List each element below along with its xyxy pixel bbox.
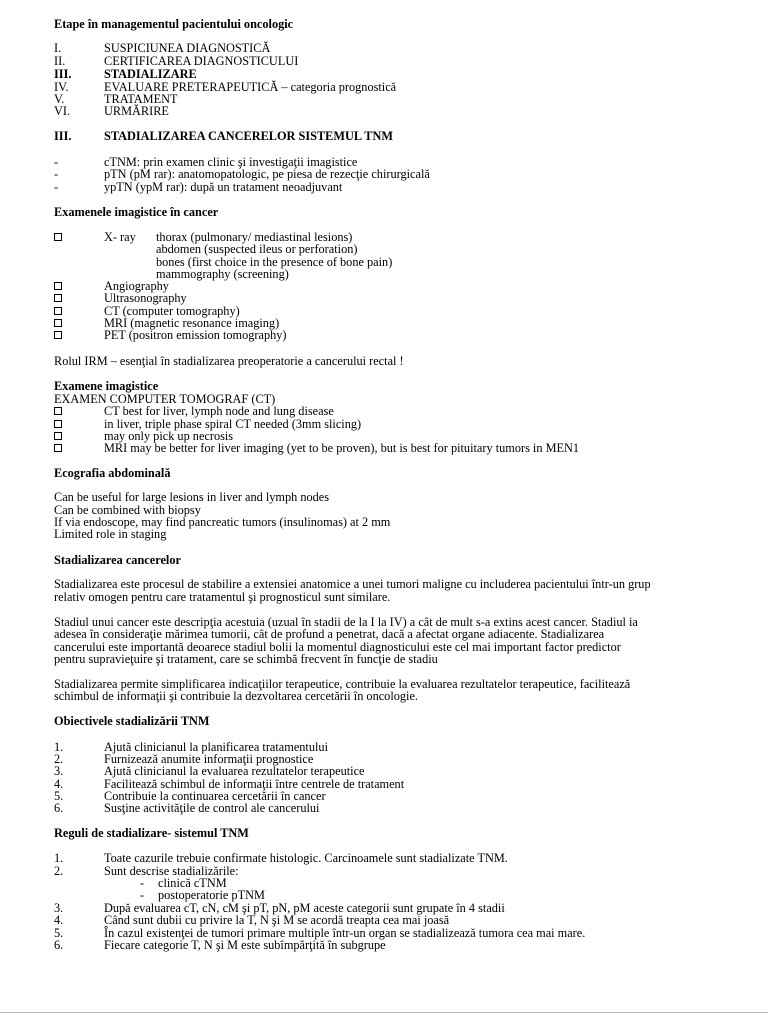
irm-note: Rolul IRM – esenţial în stadializarea preoperatorie a cancerului rectal ! <box>54 354 404 368</box>
stage-text: URMĂRIRE <box>104 104 169 118</box>
stage-number: IV. <box>54 80 69 94</box>
checkbox-icon <box>54 294 62 302</box>
paragraph-line: Stadiul unui cancer este descripţia acestuia (uzual în stadii de la I la IV) a cât de mult s-a extins acest cancer. Stadiul ia <box>54 615 638 629</box>
checkbox-icon <box>54 420 62 428</box>
stage-text: CERTIFICAREA DIAGNOSTICULUI <box>104 54 299 68</box>
paragraph-line: pentru supravieţuire şi tratament, care se schimbă frecvent în funcţie de stadiu <box>54 652 438 666</box>
stage-number: III. <box>54 67 72 81</box>
section-heading: Ecografia abdominală <box>54 466 171 480</box>
stage-text: SUSPICIUNEA DIAGNOSTICĂ <box>104 41 271 55</box>
stage-number: V. <box>54 92 65 106</box>
checkbox-icon <box>54 282 62 290</box>
paragraph-line: adesea în consideraţie mărimea tumorii, cât de profund a penetrat, dacă a afectat organe adiacente. Stadializarea <box>54 627 605 641</box>
eco-line: Can be combined with biopsy <box>54 503 201 517</box>
stage-text: EVALUARE PRETERAPEUTICĂ – categoria prognostică <box>104 80 397 94</box>
document-page: Etape în managementul pacientului oncologic I. SUSPICIUNEA DIAGNOSTICĂ II. CERTIFICAREA DIAGNOSTICULUI III. STADIALIZARE IV. EVALUARE PRETERAPEUTICĂ – categoria prognostică V. TRATAMENT VI. URMĂRIRE III. STADIALIZAREA CANCERELOR SISTEMUL TNM - cTNM: prin examen clinic şi investigaţii imagistice - pTN (pM rar): anatomopatologic, pe piesa de rezecţie chirurgicală - ypTN (ypM rar): după un tratament neoadjuvant Examenele imagistice în cancer X- ray thorax (pulmonary/ mediastinal lesions) abdomen (suspected ileus or perforation) bones (first choice in the presence of bone pain) mammography (screening) Angiography Ultrasonography CT (computer tomography) MRI (magnetic resonance imaging) PET (positron emission tomography) Rolul IRM – esenţial în stadializarea preoperatorie a cancerului rectal ! Examene imagistice EXAMEN COMPUTER TOMOGRAF (CT) CT best for liver, lymph node and lung disease in liver, triple phase spiral CT needed (3mm slicing) may only pick up necrosis MRI may be better for liver imaging (yet to be proven), but is best for pituitary tumors in MEN1 Ecografia abdominală Can be useful for large lesions in liver and lymph nodes Can be combined with biopsy If via endoscope, may find pancreatic tumors (insulinomas) at 2 mm Limited role in staging Stadializarea cancerelor Stadializarea este procesul de stabilire a extensiei anatomice a unei tumori maligne cu includerea pacientului într-un grup relativ omogen pentru care tratamentul şi prognosticul sunt similare. Stadiul unui cancer este descripţia acestuia (uzual în stadii de la I la IV) a cât de mult s-a extins acest cancer. Stadiul ia adesea în consideraţie mărimea tumorii, cât de profund a penetrat, dacă a afectat organe adiacente. Stadializarea cancerului este importantă deoarece stadiul bolii la momentul diagnosticului este cel mai important factor predictor pentru supravieţuire şi tratament, care se schimbă frecvent în funcţie de stadiu Stadializarea permite simplificarea indicaţiilor terapeutice, contribuie la evaluarea rezultatelor terapeutice, facilitează schimbul de informaţii şi contribuie la dezvoltarea cercetării în oncologie. Obiectivele stadializării TNM 1. Ajută clinicianul la planificarea tratamentului 2. Furnizează anumite informaţii prognostice 3. Ajută clinicianul la evaluarea rezultatelor terapeutice 4. Facilitează schimbul de informaţii între centrele de tratament 5. Contribuie la continuarea cercetării în cancer 6. Susţine activităţile de control ale cancerului Reguli de stadializare- sistemul TNM 1. Toate cazurile trebuie confirmate histologic. Carcinoamele sunt stadializate TNM. 2. Sunt descrise stadializările: - clinică cTNM - postoperatorie pTNM 3. După evaluarea cT, cN, cM şi pT, pN, pM aceste categorii sunt grupate în 4 stadii 4. Când sunt dubii cu privire la T, N şi M se acordă treapta cea mai joasă 5. În cazul existenţei de tumori primare multiple într-un organ se stadializează tumora cea mai mare. 6. Fiecare categorie T, N şi M este subîmpărţită în subgrupe <box>0 0 768 1024</box>
paragraph-line: Stadializarea permite simplificarea indicaţiilor terapeutice, contribuie la evaluarea rezultatelor terapeutice, facilitează <box>54 677 631 691</box>
page-title: Etape în managementul pacientului oncologic <box>54 17 294 31</box>
section-heading: Examenele imagistice în cancer <box>54 205 219 219</box>
ct-heading: EXAMEN COMPUTER TOMOGRAF (CT) <box>54 392 276 406</box>
paragraph-line: Stadializarea este procesul de stabilire a extensiei anatomice a unei tumori maligne cu includerea pacientului într-un grup <box>54 577 651 591</box>
checkbox-icon <box>54 444 62 452</box>
eco-line: Can be useful for large lesions in liver and lymph nodes <box>54 490 330 504</box>
section-heading: Examene imagistice <box>54 379 159 393</box>
section-heading: Obiectivele stadializării TNM <box>54 714 210 728</box>
checkbox-icon <box>54 319 62 327</box>
section-heading: Reguli de stadializare- sistemul TNM <box>54 826 249 840</box>
stage-text: TRATAMENT <box>104 92 178 106</box>
checkbox-icon <box>54 233 62 241</box>
checkbox-icon <box>54 407 62 415</box>
checkbox-icon <box>54 432 62 440</box>
stage-number: II. <box>54 54 66 68</box>
eco-line: If via endoscope, may find pancreatic tumors (insulinomas) at 2 mm <box>54 515 391 529</box>
paragraph-line: relativ omogen pentru care tratamentul şi prognosticul sunt similare. <box>54 590 391 604</box>
paragraph-line: cancerului este importantă deoarece stadiul bolii la momentul diagnosticului este cel mai important factor predictor <box>54 640 621 654</box>
paragraph-line: schimbul de informaţii şi contribuie la dezvoltarea cercetării în oncologie. <box>54 689 418 703</box>
eco-line: Limited role in staging <box>54 527 167 541</box>
stage-number: VI. <box>54 104 71 118</box>
stage-number: I. <box>54 41 62 55</box>
checkbox-icon <box>54 307 62 315</box>
stage-text: STADIALIZARE <box>104 67 197 81</box>
section-heading: Stadializarea cancerelor <box>54 553 181 567</box>
checkbox-icon <box>54 331 62 339</box>
xray-label: X- ray <box>104 230 136 244</box>
page-divider <box>0 1012 768 1013</box>
